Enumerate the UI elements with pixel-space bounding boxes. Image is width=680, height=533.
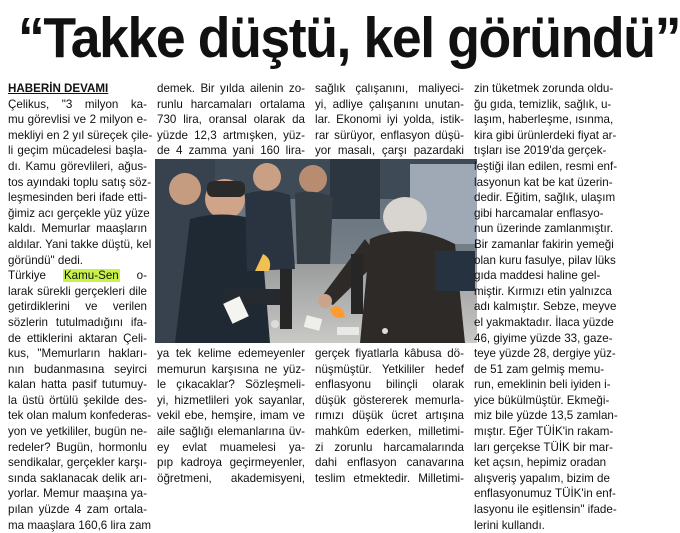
article-line: leştiği ilan edilen, resmi enf-	[474, 159, 618, 173]
article-line: nun üzerinde zamlanmıştır.	[474, 222, 614, 236]
article-line: leşmesinden beri ifade etti-	[8, 191, 147, 205]
article-line: dı. Kamu görevlileri, ağus-	[8, 159, 147, 173]
article-line: aldılar. Yani takke düştü, kel	[8, 237, 152, 251]
article-line: öğretmeni, akademisyeni,	[157, 471, 305, 485]
article-line: mahkûm ederken, milletimi-	[315, 424, 464, 438]
article-line: sında saklanacak delik arı-	[8, 471, 147, 485]
article-line: rar sürüyor, enflasyon düşü-	[315, 128, 464, 142]
article-line: gıda maddesi haline gel-	[474, 269, 601, 283]
article-line: yorlar. Memur maaşına ya-	[8, 487, 147, 501]
article-line: dedir. Eğitim, sağlık, ulaşım	[474, 191, 616, 205]
article-line: zi zorunlu harcamalarında	[315, 440, 464, 454]
article-line: gerçek fiyatlarla kâbusa dö-	[315, 347, 464, 360]
article-line: Bir zamanlar fakirin yemeği	[474, 237, 614, 251]
article-line: getirdiklerini ve verilen	[8, 300, 147, 314]
article-line: ya tek kelime edemeyenler	[157, 347, 305, 360]
article-line: miz bile yüzde 13,5 zamlan-	[474, 409, 618, 423]
headline: “Takke düştü, kel göründü”	[18, 6, 680, 70]
article-line: yüzde 12,3 artmışken, yüz-	[157, 128, 305, 142]
article-line: miştir. Kırmızı etin yalnızca	[474, 284, 612, 298]
article-column-4	[474, 81, 618, 532]
article-line: tışları ise 2019'da gerçek-	[474, 144, 607, 158]
article-column-1	[8, 81, 153, 532]
article-text: o-	[136, 269, 147, 283]
highlighted-organization: Kamu-Sen	[63, 269, 119, 283]
article-line: dahi enflasyon canavarına	[315, 456, 464, 470]
article-line: ket açsın, hepimiz oradan	[474, 456, 607, 470]
article-line: ları gerçekse TÜİK bir mar-	[474, 440, 613, 454]
article-line: mıştır. Eğer TÜİK'in rakam-	[474, 425, 614, 439]
article-line: pıp kadroya geçirmeyenler,	[157, 456, 305, 470]
article-line: enflasyonu bilinçli olarak	[315, 378, 464, 392]
article-line: 730 lira, oransal olarak da	[157, 113, 305, 127]
article-line: kaldı. Memurlar maaşların	[8, 222, 147, 236]
article-line: ğu gıda, temizlik, sağlık, u-	[474, 97, 612, 111]
article-line: nüşmüştür. Yetkililer hedef	[315, 362, 464, 376]
article-line: adı kalmıştır. Sebze, meyve	[474, 300, 617, 314]
article-line: göründü" dedi.	[8, 253, 84, 267]
article-line: sendikalar, gerçekler karşı-	[8, 456, 147, 470]
article-line: laşım, haberleşme, ısınma,	[474, 113, 614, 127]
article-line: runlu harcamaları ortalama	[157, 97, 305, 111]
article-line: vekil ebe, hemşire, imam ve	[157, 409, 305, 423]
article-column-3-top	[315, 81, 464, 161]
article-column-2-top	[157, 81, 305, 161]
article-column-3-bottom	[315, 346, 464, 496]
article-line: run, emeklinin beli iyiden i-	[474, 378, 611, 392]
article-line: sağlık çalışanını, maliyeci-	[315, 82, 464, 95]
article-line: lerini kullandı.	[474, 518, 545, 532]
article-line: sözlerin tutulmadığını ifa-	[8, 315, 147, 329]
article-line: memurun karşısına ne yüz-	[157, 362, 305, 376]
article-line: li geçim mücadelesi başla-	[8, 144, 147, 158]
article-line: le çıkacaklar? Sözleşmeli-	[157, 378, 305, 392]
article-line: teslim etmektedir. Milletimi-	[315, 471, 464, 485]
article-line: la üstü örtülü şekilde des-	[8, 393, 147, 407]
article-line: de 4 zamma yani 160 lira-	[157, 144, 305, 158]
article-line: kus, "Memurların hakları-	[8, 347, 147, 361]
article-line: lasyonun kat be kat üzerin-	[474, 175, 613, 189]
article-line: aile sağlığı elemanlarına üv-	[157, 424, 305, 438]
article-line: yi, adliye çalışanını unutan-	[315, 97, 464, 111]
article-line: demek. Bir yılda ailenin zo-	[157, 82, 305, 95]
article-line: tek olan malum konfederas-	[8, 409, 152, 423]
article-line: ma maaşlara 160,6 lira zam	[8, 518, 152, 532]
article-line: redeler? Bugün, hormonlu	[8, 440, 147, 454]
article-line: de 51 zam gelmiş memu-	[474, 362, 605, 376]
article-line: mekliyi en 2 yıl süreçek çile-	[8, 128, 153, 142]
article-line: de ettiklerini aktaran Çeli-	[8, 331, 147, 345]
article-line: larak sürekli gerçekleri dile	[8, 284, 147, 298]
article-line: Çelikus, "3 milyon ka-	[8, 97, 147, 111]
article-line: gibi harcamalar enflasyo-	[474, 206, 604, 220]
article-line: teye yüzde 28, dergiye yüz-	[474, 347, 616, 361]
article-line: yor masalı, çarşı pazardaki	[315, 144, 464, 158]
protest-photo	[155, 159, 477, 343]
article-line: rımızı düşük ücret artışına	[315, 409, 464, 423]
article-line-with-highlight	[8, 268, 147, 284]
article-line: yi, hizmetlileri yok sayanlar,	[157, 393, 305, 407]
article-line: yon ve yetkililer, bugün ne-	[8, 425, 147, 439]
article-line: düşük göstererek memurla-	[315, 393, 464, 407]
article-line: nın budanmasına seyirci	[8, 362, 147, 376]
article-text: Türkiye	[8, 269, 47, 283]
article-line: ey evlat muamelesi ya-	[157, 440, 305, 454]
article-line: olan kuru fasulye, pilav lüks	[474, 253, 616, 267]
article-line: lasyonu ile eşitlensin" ifade-	[474, 503, 617, 517]
article-line: kalan hatta pasif tutumuy-	[8, 378, 147, 392]
article-line: 46, giyime yüzde 33, gaze-	[474, 331, 613, 345]
article-line: enflasyonumuz TÜİK'in enf-	[474, 487, 616, 501]
article-line: el yakmaktadır. İlaca yüzde	[474, 315, 614, 329]
article-line: mu görevlisi ve 2 milyon e-	[8, 113, 147, 127]
article-line: yice bükülmüştür. Ekmeği-	[474, 393, 610, 407]
article-line: tos ayındaki toplu satış söz-	[8, 175, 152, 189]
article-line: pılan yüzde 4 zam ortala-	[8, 503, 147, 517]
article-line: ğimiz acı gerçekle yüz yüze	[8, 206, 150, 220]
article-line: kira gibi ürünlerdeki fiyat ar-	[474, 128, 617, 142]
article-line: lar. Ekonomi iyi yolda, istik-	[315, 113, 464, 127]
article-column-2-bottom	[157, 346, 305, 496]
article-line: alışveriş yapalım, bizim de	[474, 471, 610, 485]
article-subhead: HABERİN DEVAMI	[8, 82, 109, 95]
article-line: zin tüketmek zorunda oldu-	[474, 82, 614, 95]
